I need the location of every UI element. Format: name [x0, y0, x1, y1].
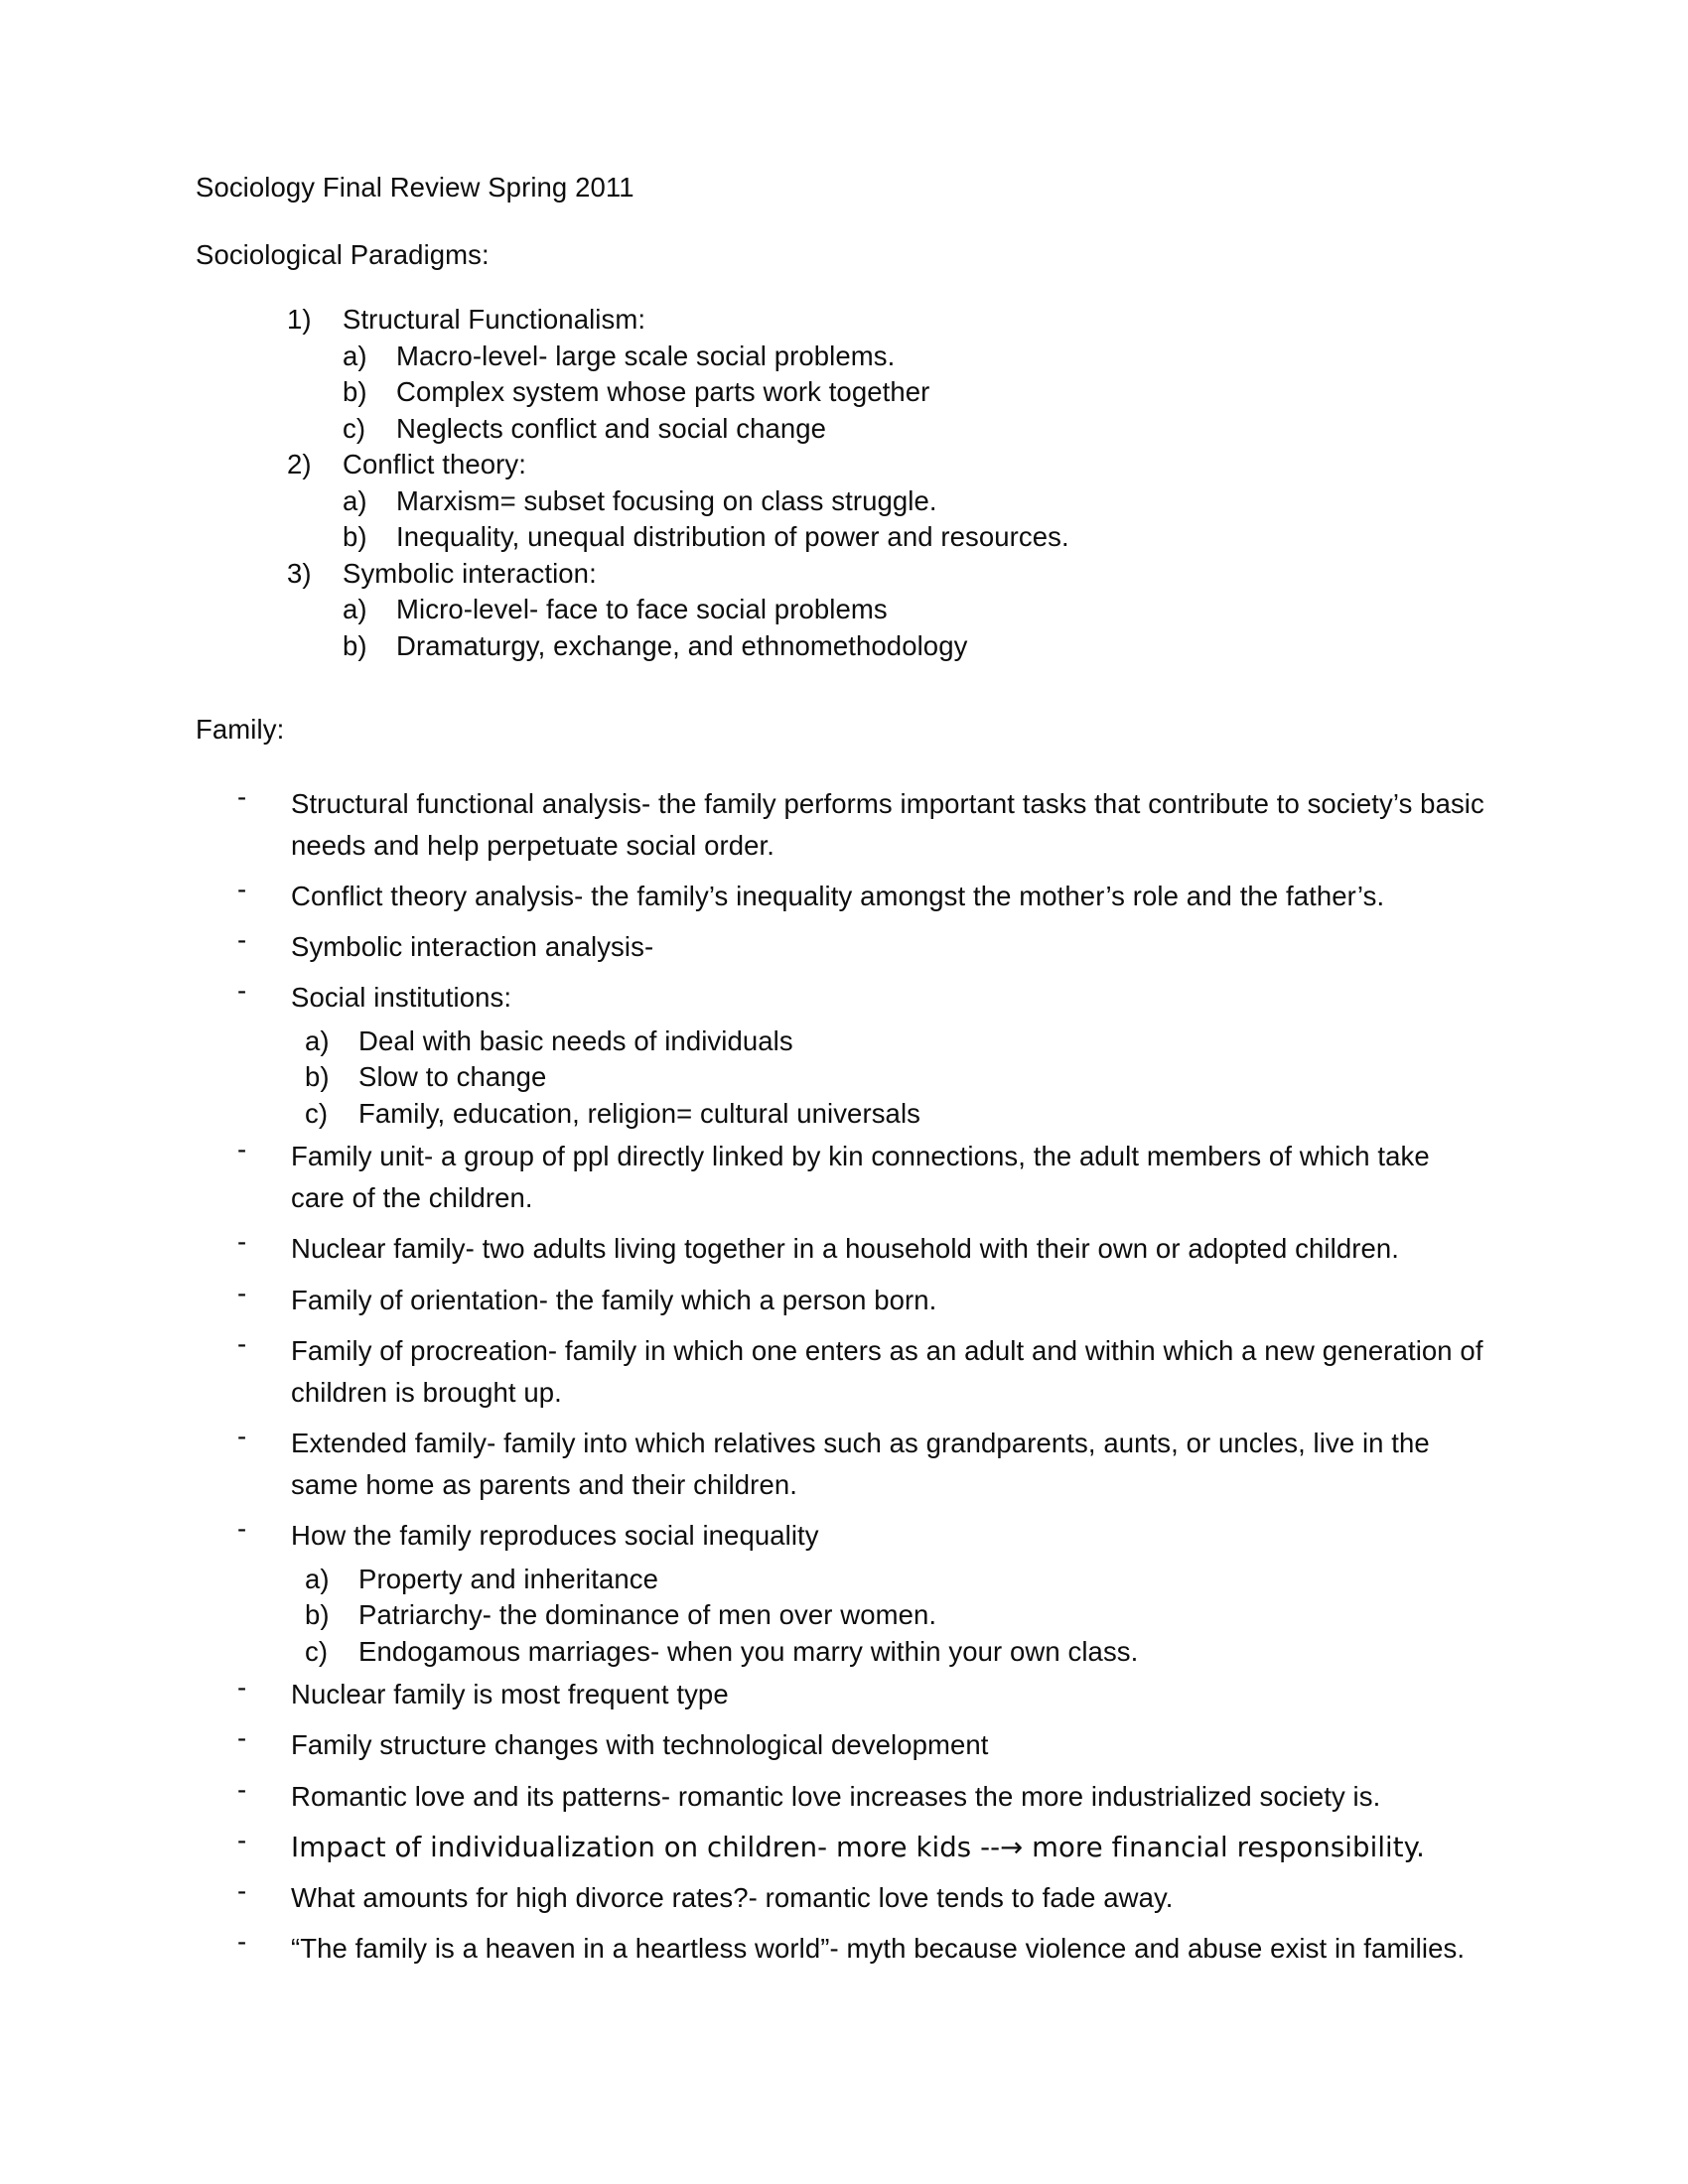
- list-marker: -: [237, 974, 247, 1006]
- list-item-text: Symbolic interaction:: [343, 557, 597, 589]
- list-item-text: Endogamous marriages- when you marry within your own class.: [358, 1635, 1139, 1667]
- list-item-text: Conflict theory analysis- the family’s inequality amongst the mother’s role and the father’s.: [291, 880, 1385, 911]
- section-heading-paradigms: Sociological Paradigms:: [196, 238, 490, 270]
- list-marker: -: [237, 780, 247, 812]
- list-marker: b): [305, 1599, 330, 1631]
- list-item-text: Nuclear family- two adults living together in a household with their own or adopted children.: [291, 1233, 1400, 1265]
- section-spacer: [196, 668, 1489, 716]
- list-item-text: Inequality, unequal distribution of power and resources.: [396, 521, 1069, 552]
- list-item-text: Complex system whose parts work together: [396, 376, 930, 407]
- list-item-divorce-rates: [196, 1874, 1489, 1919]
- paradigm-3-sublist: [196, 596, 1489, 659]
- list-item-paradigm-1: [196, 306, 1489, 334]
- list-item-text: Impact of individualization on children- more kids --→ more financial responsibility.: [291, 1831, 1425, 1863]
- list-item-inequality-b: [196, 1601, 1489, 1629]
- list-marker: -: [237, 1824, 247, 1855]
- list-marker: c): [305, 1635, 329, 1667]
- list-item-paradigm-2a: [196, 484, 1489, 516]
- list-marker: -: [237, 1134, 247, 1165]
- list-marker: -: [237, 1277, 247, 1308]
- list-marker: 1): [287, 304, 312, 335]
- list-item-paradigm-3a: [196, 596, 1489, 623]
- list-item-text: Micro-level- face to face social problems: [396, 594, 888, 624]
- list-item-nuclear-family: [196, 1228, 1489, 1270]
- list-marker: 3): [287, 557, 312, 589]
- list-marker: -: [237, 1226, 247, 1258]
- list-item-paradigm-3b: [196, 629, 1489, 661]
- list-marker: a): [305, 1563, 330, 1594]
- list-item-paradigm-1b: [196, 378, 1489, 406]
- list-marker: a): [343, 594, 367, 624]
- list-item-text: Family unit- a group of ppl directly linked by kin connections, the adult members of which take care of the children.: [291, 1141, 1430, 1214]
- list-item-paradigm-2: [196, 451, 1489, 478]
- list-item-social-institutions-a: [196, 1024, 1489, 1056]
- list-item-paradigm-2b: [196, 523, 1489, 551]
- list-item-text: Patriarchy- the dominance of men over women.: [358, 1599, 937, 1631]
- list-item-text: Macro-level- large scale social problems.: [396, 340, 896, 371]
- social-institutions-sublist: [196, 1024, 1489, 1129]
- list-item-text: Romantic love and its patterns- romantic love increases the more industrialized society is.: [291, 1780, 1381, 1812]
- list-marker: b): [343, 376, 367, 407]
- list-item-text: Family, education, religion= cultural universals: [358, 1097, 921, 1129]
- list-marker: a): [343, 484, 367, 516]
- list-marker: -: [237, 1420, 247, 1451]
- list-marker: b): [343, 629, 367, 661]
- list-marker: -: [237, 1327, 247, 1359]
- list-marker: b): [343, 521, 367, 552]
- list-item-inequality-a: [196, 1563, 1489, 1594]
- list-item-family-of-orientation: [196, 1277, 1489, 1321]
- list-item-family-of-procreation: [196, 1327, 1489, 1414]
- list-marker: c): [343, 412, 366, 444]
- list-item-inequality-c: [196, 1635, 1489, 1667]
- list-marker: -: [237, 1773, 247, 1805]
- list-marker: -: [237, 923, 247, 955]
- list-item-text: Family of orientation- the family which a person born.: [291, 1284, 937, 1315]
- list-marker: -: [237, 1672, 247, 1704]
- list-marker: c): [305, 1097, 329, 1129]
- list-item-text: Property and inheritance: [358, 1563, 659, 1594]
- list-marker: a): [343, 340, 367, 371]
- list-item-text: Family structure changes with technological development: [291, 1729, 989, 1761]
- paradigm-1-sublist: [196, 342, 1489, 443]
- paradigms-list: [196, 306, 1489, 659]
- list-marker: 2): [287, 449, 312, 479]
- list-item-paradigm-1a: [196, 342, 1489, 370]
- list-item-reproduces-social-inequality: [196, 1512, 1489, 1557]
- list-marker: -: [237, 873, 247, 904]
- list-marker: -: [237, 1722, 247, 1754]
- list-item-text: What amounts for high divorce rates?- romantic love tends to fade away.: [291, 1881, 1174, 1913]
- list-item-text: Deal with basic needs of individuals: [358, 1024, 793, 1056]
- list-item-text: Nuclear family is most frequent type: [291, 1679, 729, 1710]
- list-item-family-conflict-theory: [196, 873, 1489, 917]
- list-item-social-institutions-b: [196, 1063, 1489, 1091]
- document-title: Sociology Final Review Spring 2011: [196, 172, 634, 203]
- list-item-text: Slow to change: [358, 1061, 547, 1093]
- list-item-individualization-impact: [196, 1824, 1489, 1868]
- list-item-text: Structural functional analysis- the family performs important tasks that contribute to society’s basic needs and help perpetuate social order.: [291, 787, 1484, 861]
- list-item-family-structure-technology: [196, 1724, 1489, 1766]
- list-item-heaven-heartless-world: [196, 1925, 1489, 1970]
- list-item-text: Symbolic interaction analysis-: [291, 930, 654, 962]
- list-item-nuclear-most-frequent: [196, 1674, 1489, 1715]
- list-item-family-structural-functional: [196, 780, 1489, 867]
- section-heading-family: Family:: [196, 714, 285, 745]
- list-marker: -: [237, 1874, 247, 1906]
- list-item-text: Family of procreation- family in which one enters as an adult and within which a new generation of children is brought up.: [291, 1334, 1483, 1408]
- list-item-text: Structural Functionalism:: [343, 304, 646, 335]
- list-item-text: “The family is a heaven in a heartless world”- myth because violence and abuse exist in families.: [291, 1932, 1466, 1964]
- list-item-text: Dramaturgy, exchange, and ethnomethodology: [396, 629, 968, 661]
- list-item-text: Conflict theory:: [343, 449, 527, 479]
- list-item-family-symbolic-interaction: [196, 923, 1489, 968]
- list-item-paradigm-3: [196, 557, 1489, 589]
- list-item-text: Neglects conflict and social change: [396, 412, 827, 444]
- list-item-paradigm-1c: [196, 412, 1489, 444]
- list-item-family-unit: [196, 1136, 1489, 1219]
- document-body: [196, 174, 1489, 1970]
- list-marker: -: [237, 1512, 247, 1544]
- list-item-text: Social institutions:: [291, 981, 512, 1013]
- list-item-text: How the family reproduces social inequality: [291, 1519, 819, 1551]
- family-list: [196, 780, 1489, 1970]
- inequality-sublist: [196, 1563, 1489, 1667]
- list-item-family-social-institutions: [196, 974, 1489, 1019]
- list-marker: -: [237, 1925, 247, 1957]
- list-item-text: Extended family- family into which relatives such as grandparents, aunts, or uncles, live in the same home as parents and their children.: [291, 1427, 1430, 1500]
- list-item-text: Marxism= subset focusing on class struggle.: [396, 484, 937, 516]
- list-item-extended-family: [196, 1420, 1489, 1506]
- list-marker: b): [305, 1061, 330, 1093]
- list-marker: a): [305, 1024, 330, 1056]
- list-item-romantic-love: [196, 1773, 1489, 1818]
- list-item-social-institutions-c: [196, 1097, 1489, 1129]
- paradigm-2-sublist: [196, 484, 1489, 552]
